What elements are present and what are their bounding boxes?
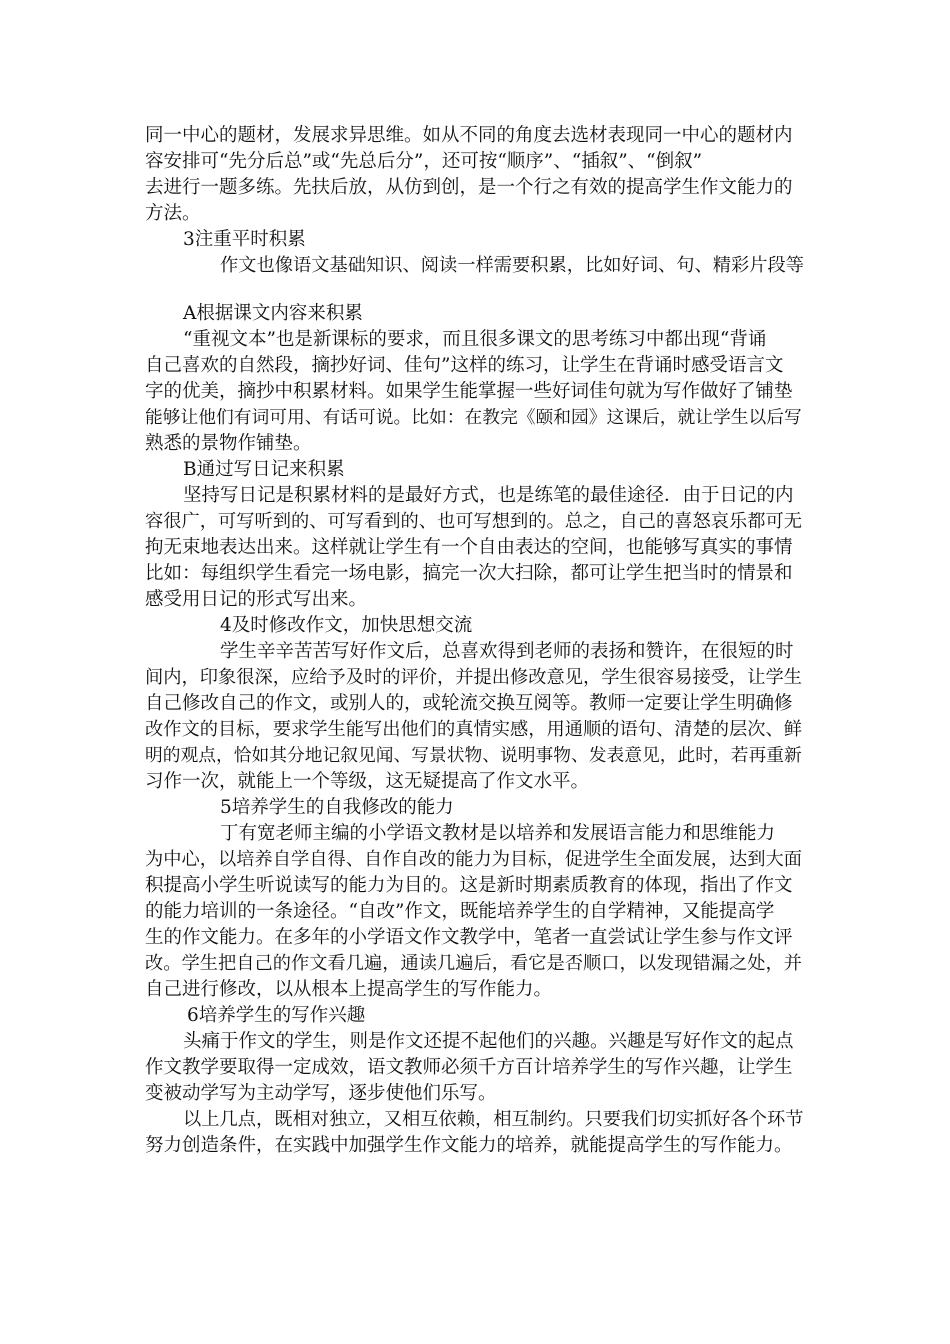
section-heading: 5培养学生的自我修改的能力 [220, 797, 454, 818]
text-line: 以上几点，既相对独立，又相互依赖，相互制约。只要我们切实抓好各个环节 [183, 1109, 804, 1130]
text-line: 丁有宽老师主编的小学语文教材是以培养和发展语言能力和思维能力 [220, 823, 776, 844]
subsection-heading: A根据课文内容来积累 [183, 303, 363, 324]
text-line: 生的作文能力。在多年的小学语文作文教学中，笔者一直尝试让学生参与作文评 [145, 927, 793, 948]
text-line: 字的优美，摘抄中积累材料。如果学生能掌握一些好词佳句就为写作做好了铺垫 [145, 381, 793, 402]
text-line: 努力创造条件，在实践中加强学生作文能力的培养，就能提高学生的写作能力。 [145, 1135, 793, 1156]
text-line: 学生辛辛苦苦写好作文后，总喜欢得到老师的表扬和赞许，在很短的时 [220, 641, 794, 662]
text-line: 熟悉的景物作铺垫。 [145, 433, 312, 454]
text-line: 去进行一题多练。先扶后放，从仿到创，是一个行之有效的提高学生作文能力的 [145, 177, 793, 198]
text-line: 拘无束地表达出来。这样就让学生有一个自由表达的空间，也能够写真实的事情 [145, 537, 793, 558]
text-line: 改。学生把自己的作文看几遍，通读几遍后，看它是否顺口，以发现错漏之处，并 [145, 953, 802, 974]
text-line: 头痛于作文的学生，则是作文还提不起他们的兴趣。兴趣是写好作文的起点 [183, 1031, 794, 1052]
text-line: 自己喜欢的自然段，摘抄好词、佳句”这样的练习，让学生在背诵时感受语言文 [145, 355, 784, 376]
text-line: 间内，印象很深，应给予及时的评价，并提出修改意见，学生很容易接受，让学生 [145, 667, 802, 688]
text-line: 改作文的目标，要求学生能写出他们的真情实感，用通顺的语句、清楚的层次、鲜 [145, 719, 802, 740]
text-line: 同一中心的题材，发展求异思维。如从不同的角度去选材表现同一中心的题材内 [145, 125, 793, 146]
section-heading: 3注重平时积累 [183, 229, 306, 250]
text-line: 自己修改自己的作文，或别人的，或轮流交换互阅等。教师一定要让学生明确修 [145, 693, 793, 714]
text-line: 容很广，可写听到的、可写看到的、也可写想到的。总之，自己的喜怒哀乐都可无 [145, 511, 802, 532]
text-line: 容安排可“先分后总”或“先总后分”，还可按“顺序”、“插叙”、“倒叙” [145, 151, 703, 172]
text-line: 比如：每组织学生看完一场电影，搞完一次大扫除，都可让学生把当时的情景和 [145, 563, 793, 584]
text-line: 作文教学要取得一定成效，语文教师必须千方百计培养学生的写作兴趣，让学生 [145, 1057, 793, 1078]
text-line: 作文也像语文基础知识、阅读一样需要积累，比如好词、句、精彩片段等 [220, 255, 804, 276]
text-line: 方法。 [145, 203, 201, 224]
text-line: 的能力培训的一条途径。“自改”作文，既能培养学生的自学精神，又能提高学 [145, 901, 775, 922]
text-line: 习作一次，就能上一个等级，这无疑提高了作文水平。 [145, 771, 590, 792]
text-line: 积提高小学生听说读写的能力为目的。这是新时期素质教育的体现，指出了作文 [145, 875, 793, 896]
text-line: 明的观点，恰如其分地记叙见闻、写景状物、说明事物、发表意见，此时，若再重新 [145, 746, 802, 766]
text-line: 为中心，以培养自学自得、自作自改的能力为目标，促进学生全面发展，达到大面 [145, 849, 802, 870]
text-line: “重视文本”也是新课标的要求，而且很多课文的思考练习中都出现“背诵 [183, 329, 767, 350]
text-line: 自己进行修改，以从根本上提高学生的写作能力。 [145, 979, 553, 1000]
text-line: 坚持写日记是积累材料的是最好方式，也是练笔的最佳途径．由于日记的内 [183, 485, 794, 506]
section-heading: 6培养学生的写作兴趣 [187, 1005, 366, 1026]
text-line: 变被动学写为主动学写，逐步使他们乐写。 [145, 1083, 497, 1104]
subsection-heading: B通过写日记来积累 [183, 459, 345, 480]
text-line: 感受用日记的形式写出来。 [145, 589, 368, 610]
text-line: 能够让他们有词可用、有话可说。比如：在教完《颐和园》这课后，就让学生以后写 [145, 408, 802, 428]
section-heading: 4及时修改作文，加快思想交流 [220, 615, 473, 636]
